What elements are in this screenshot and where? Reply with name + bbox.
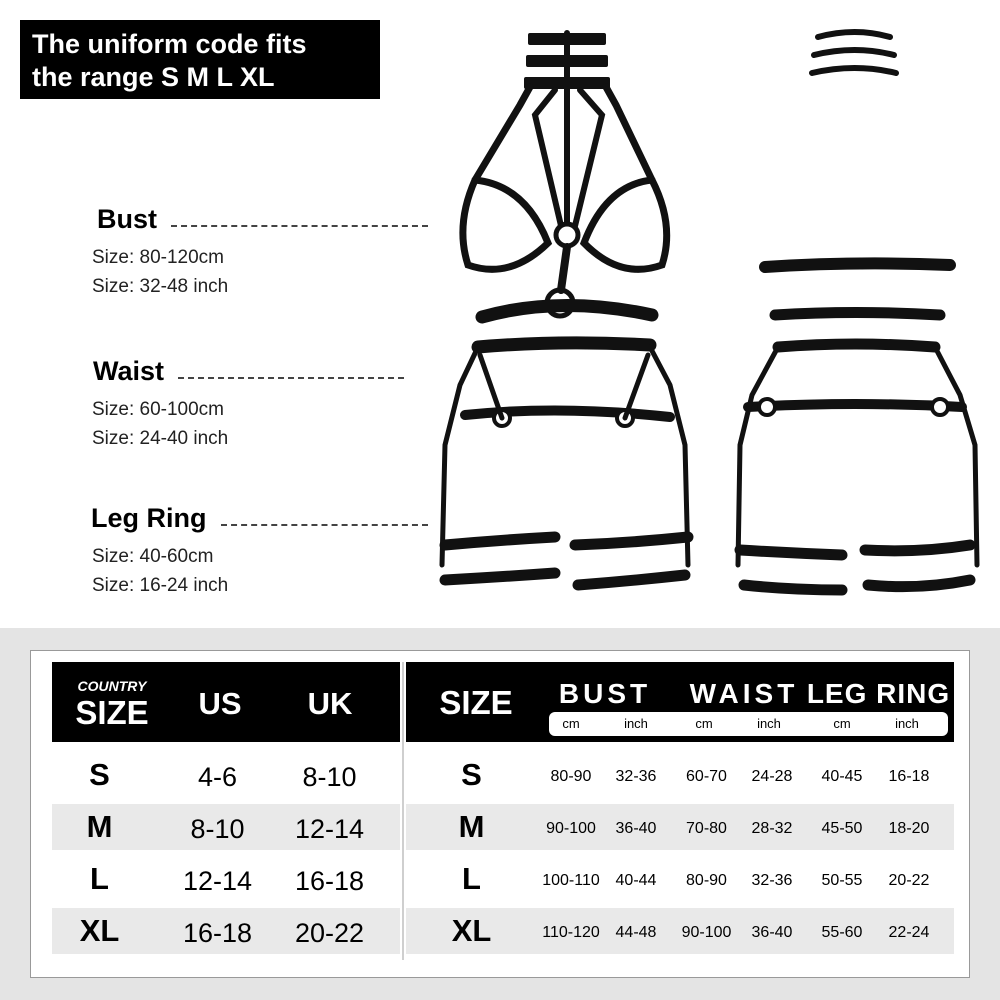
bust-measurement bbox=[88, 204, 428, 301]
cell-size: S bbox=[89, 757, 110, 792]
waist-size-cm: Size: 60-100cm bbox=[92, 399, 225, 420]
waist-measurement bbox=[88, 356, 428, 453]
cell-bust-inch: 40-44 bbox=[615, 872, 657, 889]
leg-ring-dashed-line bbox=[221, 524, 429, 526]
back-view-harness-image bbox=[730, 25, 990, 605]
headline-box bbox=[20, 20, 380, 99]
cell-bust-cm: 80-90 bbox=[550, 768, 592, 785]
cell-bust-cm: 110-120 bbox=[542, 924, 600, 941]
cell-leg-inch: 18-20 bbox=[888, 820, 930, 837]
cell-bust-cm: 100-110 bbox=[542, 872, 600, 889]
cell-waist-inch: 36-40 bbox=[751, 924, 793, 941]
cell-us: 12-14 bbox=[182, 866, 253, 896]
cell-uk: 12-14 bbox=[294, 814, 365, 844]
cell-size2: XL bbox=[451, 913, 492, 948]
cell-size: XL bbox=[79, 913, 120, 948]
cell-leg-inch: 16-18 bbox=[888, 768, 930, 785]
unit-waist-inch: inch bbox=[757, 716, 781, 731]
header-us-label: US bbox=[198, 686, 242, 721]
leg-ring-measurement bbox=[88, 503, 428, 600]
front-view-harness-image bbox=[430, 25, 710, 605]
cell-waist-inch: 32-36 bbox=[751, 872, 793, 889]
cell-uk: 16-18 bbox=[294, 866, 365, 896]
cell-waist-inch: 28-32 bbox=[751, 820, 793, 837]
unit-leg-inch: inch bbox=[895, 716, 919, 731]
cell-waist-cm: 80-90 bbox=[686, 872, 727, 889]
cell-size2: S bbox=[461, 757, 482, 792]
leg-ring-size-inch: Size: 16-24 inch bbox=[92, 575, 229, 596]
cell-size2: L bbox=[462, 861, 481, 896]
header-size2-label: SIZE bbox=[439, 684, 513, 721]
bust-dashed-line bbox=[171, 225, 428, 227]
cell-waist-inch: 24-28 bbox=[751, 768, 793, 785]
unit-leg-cm: cm bbox=[833, 716, 851, 731]
waist-title: Waist bbox=[93, 356, 165, 386]
cell-leg-inch: 20-22 bbox=[888, 872, 930, 889]
header-uk-label: UK bbox=[307, 686, 353, 721]
bust-title: Bust bbox=[97, 204, 157, 234]
cell-us: 8-10 bbox=[190, 814, 245, 844]
cell-leg-cm: 45-50 bbox=[821, 820, 863, 837]
cell-us: 4-6 bbox=[197, 762, 238, 792]
cell-size: M bbox=[86, 809, 113, 844]
cell-waist-cm: 70-80 bbox=[686, 820, 727, 837]
cell-size: L bbox=[90, 861, 109, 896]
cell-bust-cm: 90-100 bbox=[546, 820, 596, 837]
header-size-label: SIZE bbox=[75, 694, 149, 731]
leg-ring-size-cm: Size: 40-60cm bbox=[92, 546, 214, 567]
header-bust-label: BUST bbox=[558, 678, 652, 709]
table-divider bbox=[402, 662, 404, 960]
cell-bust-inch: 36-40 bbox=[615, 820, 657, 837]
cell-leg-cm: 40-45 bbox=[821, 768, 863, 785]
cell-uk: 8-10 bbox=[302, 762, 357, 792]
cell-bust-inch: 44-48 bbox=[615, 924, 657, 941]
cell-uk: 20-22 bbox=[294, 918, 365, 948]
unit-bust-cm: cm bbox=[562, 716, 580, 731]
bust-size-inch: Size: 32-48 inch bbox=[92, 276, 229, 297]
headline-line-1: The uniform code fits bbox=[32, 29, 307, 59]
unit-waist-cm: cm bbox=[695, 716, 713, 731]
waist-size-inch: Size: 24-40 inch bbox=[92, 428, 229, 449]
unit-bust-inch: inch bbox=[624, 716, 648, 731]
header-waist-label: WAIST bbox=[689, 678, 799, 709]
cell-waist-cm: 90-100 bbox=[681, 924, 732, 941]
headline-line-2: the range S M L XL bbox=[32, 62, 275, 92]
cell-size2: M bbox=[458, 809, 485, 844]
cell-us: 16-18 bbox=[182, 918, 253, 948]
waist-dashed-line bbox=[178, 377, 404, 379]
cell-bust-inch: 32-36 bbox=[615, 768, 657, 785]
header-leg-ring-label: LEG RING bbox=[806, 678, 951, 709]
leg-ring-title: Leg Ring bbox=[91, 503, 207, 533]
cell-leg-cm: 50-55 bbox=[821, 872, 863, 889]
bust-size-cm: Size: 80-120cm bbox=[92, 247, 225, 268]
cell-leg-inch: 22-24 bbox=[888, 924, 930, 941]
cell-leg-cm: 55-60 bbox=[821, 924, 863, 941]
header-country-label: COUNTRY bbox=[77, 678, 147, 694]
cell-waist-cm: 60-70 bbox=[686, 768, 727, 785]
